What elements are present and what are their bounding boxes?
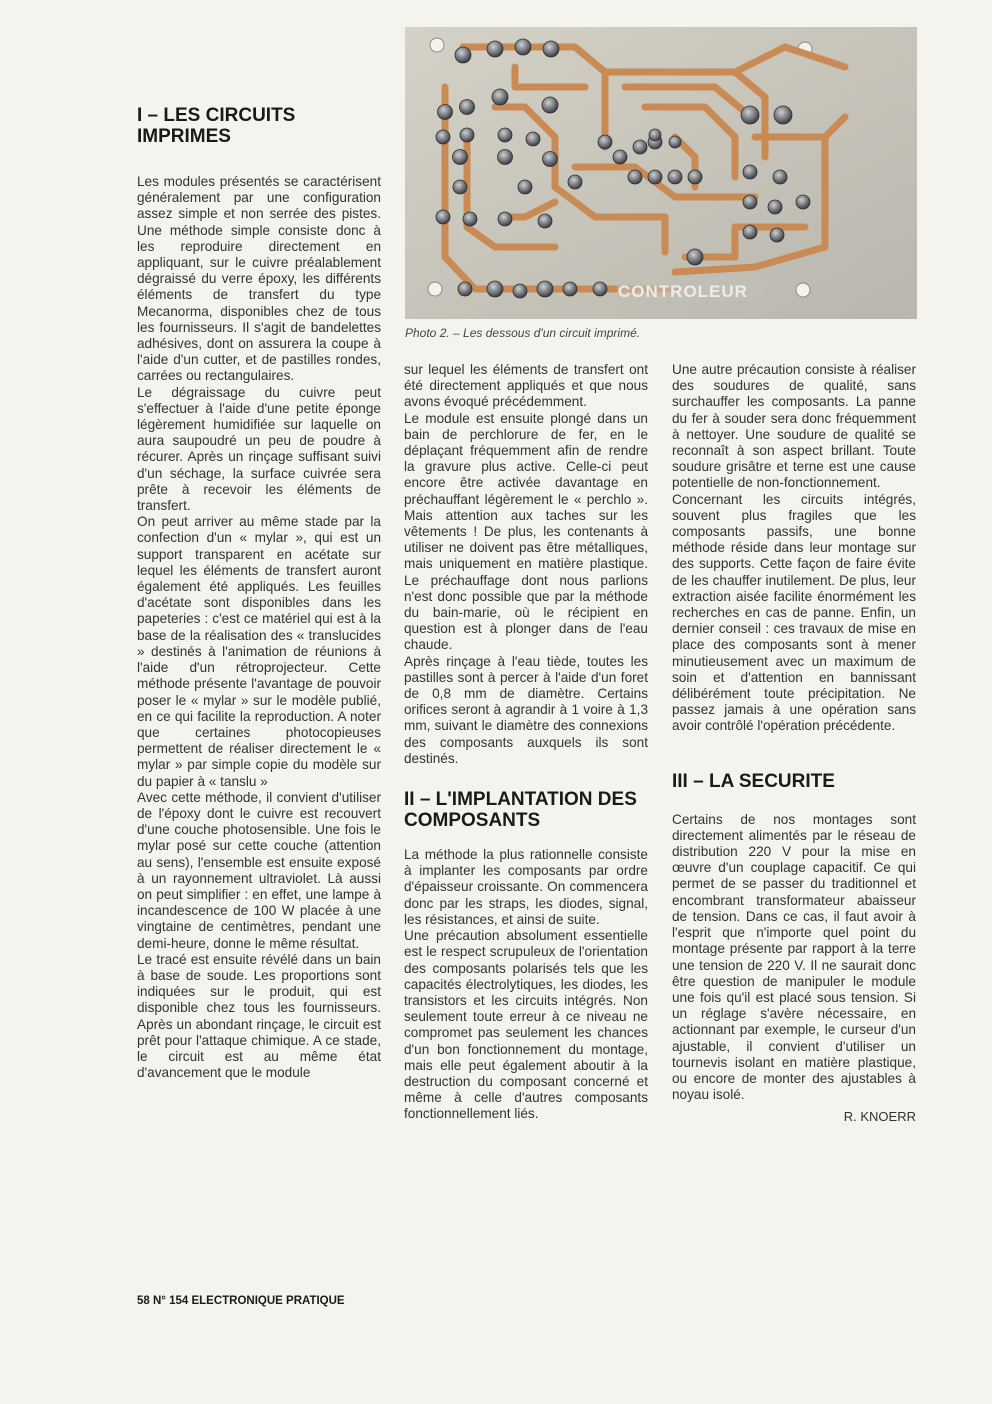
- paragraph: Le tracé est ensuite révélé dans un bain à base de soude. Les proportions sont indiquées sur le produit, qui est disponible chez tous les fournisseurs. Après un abondant rinçage, le circuit est prêt pour l'attaque chimique. A ce stade, le circuit est au même état d'avancement que le module: [137, 951, 381, 1081]
- section2-heading: II – L'IMPLANTATION DES COMPOSANTS: [404, 789, 637, 832]
- photo-caption: Photo 2. – Les dessous d'un circuit imprimé.: [405, 326, 641, 340]
- author-signature: R. KNOERR: [843, 1109, 916, 1125]
- pcb-photo: [405, 27, 917, 319]
- page-footer: 58 N° 154 ELECTRONIQUE PRATIQUE: [137, 1295, 345, 1307]
- paragraph: La méthode la plus rationnelle consiste à implanter les composants par ordre d'épaisseur croissante. On commencera donc par les straps, les diodes, signal, les résistances, et ainsi de suite.: [404, 847, 648, 927]
- paragraph: On peut arriver au même stade par la confection d'un « mylar », qui est un support transparent en acétate sur lequel les éléments de transfert auront également été appliqués. Les feuilles d'acétate sont disponibles dans les papeteries : c'est ce matériel qui est à la base de la réalisation des « translucides » destinés à l'animation de réunions à l'aide d'un rétroprojecteur. Cette méthode présente l'avantage de pouvoir poser le « mylar » sur le modèle publié, en ce qui facilite la reproduction. A noter que certaines photocopieuses permettent de réaliser directement le « mylar » par simple copie du modèle sur du papier à « tanslu »: [137, 514, 381, 789]
- paragraph: Une précaution absolument essentielle est le respect scrupuleux de l'orientation des composants polarisés tels que les capacités électrolytiques, les diodes, les transistors et les circuits intégrés. Non seulement toute erreur à ce niveau ne compromet pas seulement les chances d'un bon fonctionnement du montage, mais elle peut également aboutir à la destruction du composant concerné et même à celle d'autres composants fonctionnellement liés.: [404, 928, 648, 1122]
- column-2: [404, 362, 648, 1123]
- section1-heading: I – LES CIRCUITS IMPRIMES: [137, 105, 296, 147]
- column-1: [137, 105, 381, 1081]
- pcb-label: CONTROLEUR: [618, 282, 748, 301]
- paragraph: Avec cette méthode, il convient d'utiliser de l'époxy dont le cuivre est recouvert d'une couche photosensible. Une fois le mylar posé sur cette couche (attention au sens), l'ensemble est ensuite exposé à un rayonnement ultraviolet. Là aussi on peut simplifier : en effet, une lampe à incandescence de 100 W placée à une vingtaine de centimètres, pendant une demi-heure, donne le même résultat.: [137, 789, 381, 951]
- paragraph: Le dégraissage du cuivre peut s'effectuer à l'aide d'une petite éponge légèrement humidifiée sur laquelle on aura saupoudré un peu de poudre à récurer. Après un rinçage suffisant suivi d'un séchage, la surface cuivrée sera prête à recevoir les éléments de transfert.: [137, 384, 381, 514]
- paragraph: Concernant les circuits intégrés, souvent plus fragiles que les composants passifs, une bonne méthode réside dans leur montage sur des supports. Cette façon de faire évite de les chauffer inutilement. De plus, leur extraction aisée facilite énormément les recherches en cas de panne. Enfin, un dernier conseil : ces travaux de mise en place des composants sont à mener minutieusement avec un maximum de soin et d'attention en bannissant délibérément toute précipitation. Ne passez jamais à une opération sans avoir contrôlé l'opération précédente.: [672, 491, 916, 734]
- paragraph: Les modules présentés se caractérisent généralement par une configuration assez simple et non serrée des pistes. Une méthode simple consiste donc à les reproduire directement en appliquant, sur le cuivre préalablement dégraissé du verre époxy, les différents éléments de transfert du type Mecanorma, disponibles chez de tous les fournisseurs. Il s'agit de bandelettes adhésives, dont on assurera la coupe à l'aide d'un cutter, et de pastilles rondes, carrées ou rectangulaires.: [137, 174, 381, 384]
- paragraph: Certains de nos montages sont directement alimentés par le réseau de distribution 220 V pour la mise en œuvre d'un couplage capacitif. Ce qui permet de se passer du traditionnel et encombrant transformateur abaisseur de tension. Dans ce cas, il faut avoir à l'esprit que n'importe quel point du montage présente par rapport à la terre une tension de 220 V. Il ne saurait donc être question de manipuler le module une fois qu'il est placé sous tension. Si un réglage s'avère nécessaire, en actionnant par exemple, le curseur d'un ajustable, il convient d'utiliser un tournevis isolant en matière plastique, ou encore de monter des ajustables à noyau isolé.: [672, 811, 916, 1103]
- column-3: [672, 362, 916, 1126]
- paragraph: Après rinçage à l'eau tiède, toutes les pastilles sont à percer à l'aide d'un foret de 0,8 mm de diamètre. Certains orifices seront à agrandir à 1 voire à 1,3 mm, suivant le diamètre des connexions des composants auxquels ils sont destinés.: [404, 653, 648, 766]
- paragraph: Le module est ensuite plongé dans un bain de perchlorure de fer, en le déplaçant fréquemment afin de rendre la gravure plus active. Celle-ci peut encore être activée davantage en préchauffant légèrement le « perchlo ». Mais attention aux taches sur les vêtements ! De plus, les contenants à utiliser ne doivent pas être métalliques, mais uniquement en matière plastique. Le préchauffage dont nous parlions n'est donc possible que par la méthode du bain-marie, où le récipient en question est à plonger dans de l'eau chaude.: [404, 410, 648, 653]
- section3-heading: III – LA SECURITE: [672, 770, 835, 792]
- paragraph: Une autre précaution consiste à réaliser des soudures de qualité, sans surchauffer les composants. La panne du fer à souder sera donc fréquemment à nettoyer. Une soudure de qualité se reconnaît à son aspect brillant. Toute soudure grisâtre et terne est une cause potentielle de non-fonctionnement.: [672, 362, 916, 491]
- paragraph: sur lequel les éléments de transfert ont été directement appliqués et que nous avons évoqué précédemment.: [404, 362, 648, 410]
